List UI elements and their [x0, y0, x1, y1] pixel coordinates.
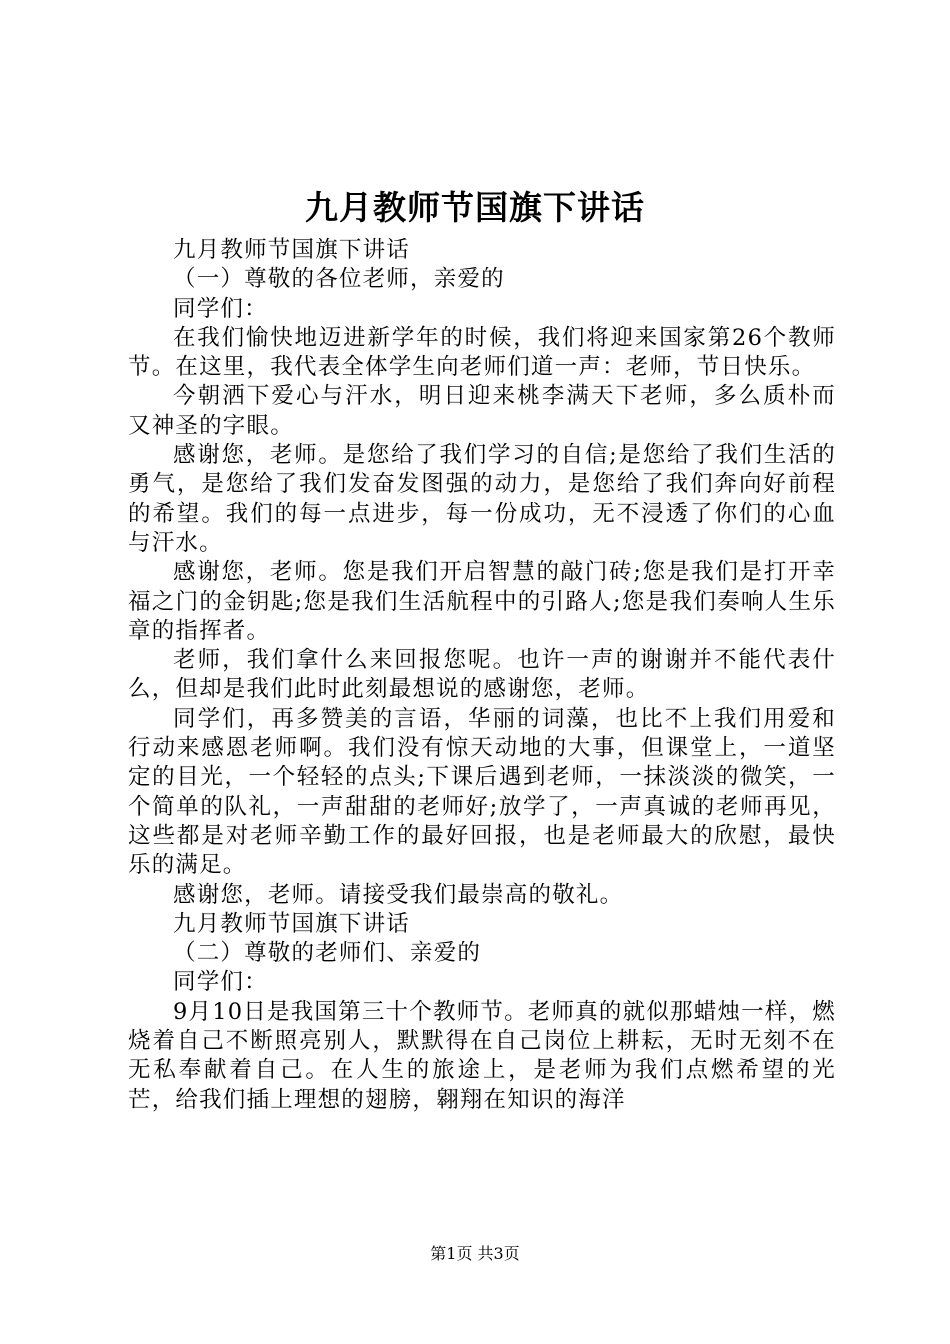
- paragraph: 在我们愉快地迈进新学年的时候，我们将迎来国家第26个教师节。在这里，我代表全体学生向老师们道一声：老师，节日快乐。: [128, 324, 836, 381]
- page-footer: 第1页 共3页: [430, 1244, 520, 1263]
- paragraph: 今朝洒下爱心与汗水，明日迎来桃李满天下老师，多么质朴而又神圣的字眼。: [128, 383, 836, 439]
- paragraph: （一）尊敬的各位老师，亲爱的: [173, 266, 505, 293]
- paragraph: 九月教师节国旗下讲话: [173, 910, 411, 937]
- paragraph: 感谢您，老师。您是我们开启智慧的敲门砖;您是我们是打开幸福之门的金钥匙;您是我们生活航程中的引路人;您是我们奏响人生乐章的指挥者。: [128, 559, 836, 644]
- paragraph: 感谢您，老师。是您给了我们学习的自信;是您给了我们生活的勇气，是您给了我们发奋发图强的动力，是您给了我们奔向好前程的希望。我们的每一点进步，每一份成功，无不浸透了你们的心血与汗水。: [128, 442, 836, 556]
- paragraph: 9月10日是我国第三十个教师节。老师真的就似那蜡烛一样，燃烧着自己不断照亮别人，默默得在自己岗位上耕耘，无时无刻不在无私奉献着自己。在人生的旅途上，是老师为我们点燃希望的光芒，给我们插上理想的翅膀，翱翔在知识的海洋: [128, 998, 836, 1113]
- page-title: 九月教师节国旗下讲话: [305, 188, 645, 227]
- paragraph: 同学们，再多赞美的言语，华丽的词藻，也比不上我们用爱和行动来感恩老师啊。我们没有惊天动地的大事，但课堂上，一道坚定的目光，一个轻轻的点头;下课后遇到老师，一抹淡淡的微笑，一个简单的队礼，一声甜甜的老师好;放学了，一声真诚的老师再见，这些都是对老师辛勤工作的最好回报，也是老师最大的欣慰，最快乐的满足。: [128, 705, 836, 879]
- document-body: [128, 236, 836, 1115]
- paragraph: （二）尊敬的老师们、亲爱的: [173, 940, 482, 967]
- paragraph: 感谢您，老师。请接受我们最崇高的敬礼。: [173, 881, 624, 908]
- paragraph: 九月教师节国旗下讲话: [173, 237, 411, 263]
- paragraph: 同学们：: [173, 295, 268, 322]
- paragraph: 同学们：: [173, 969, 268, 996]
- paragraph: 老师，我们拿什么来回报您呢。也许一声的谢谢并不能代表什么，但却是我们此时此刻最想说的感谢您，老师。: [128, 647, 836, 703]
